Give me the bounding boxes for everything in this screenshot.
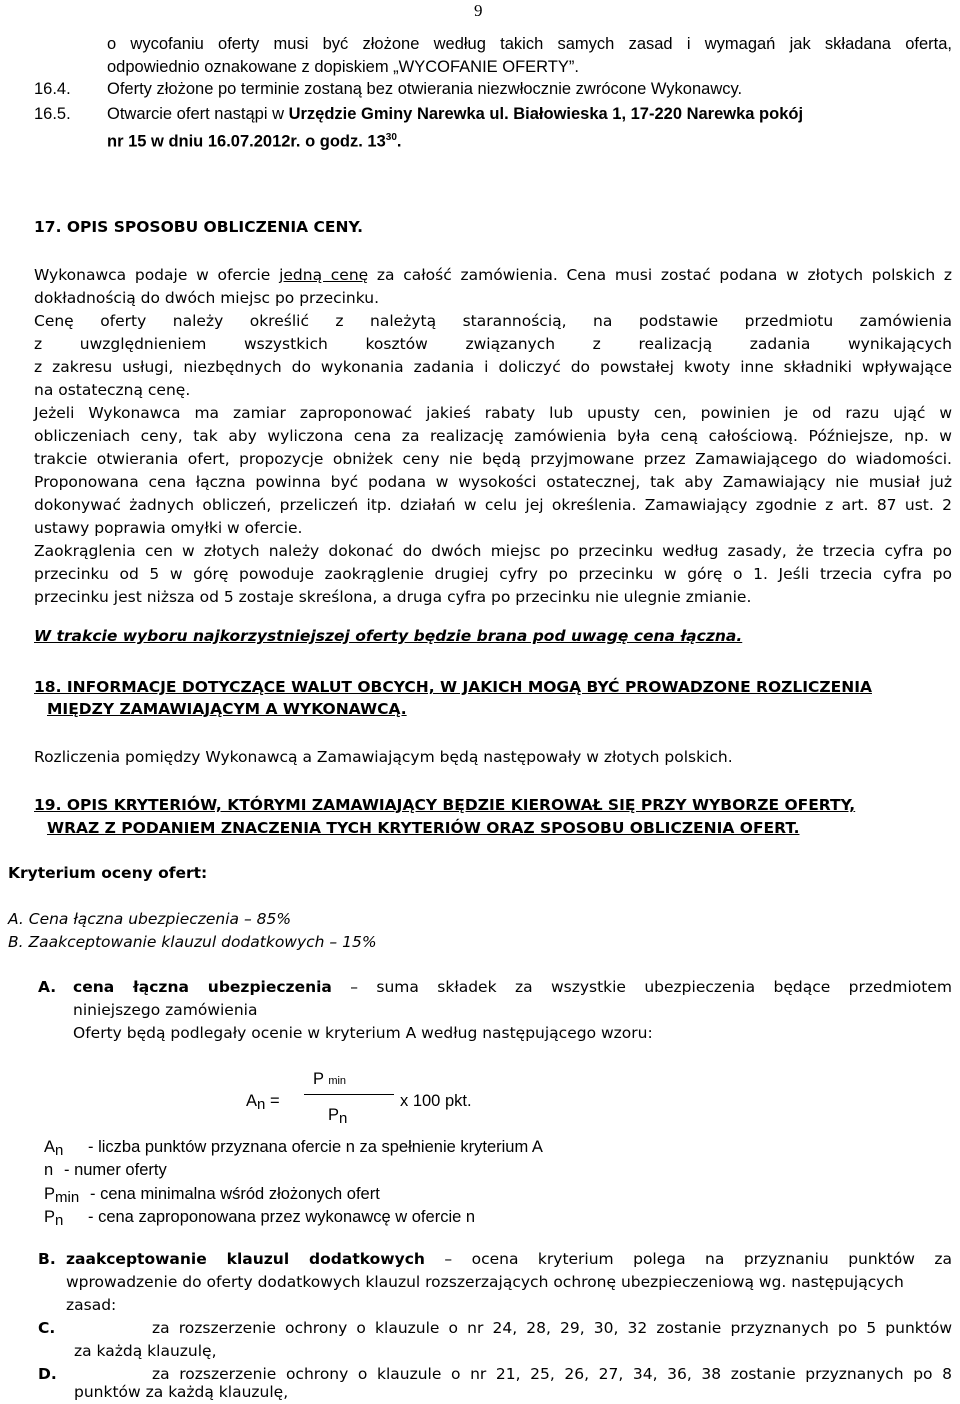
item-16-5-line-2 bbox=[107, 127, 402, 153]
legend-an-text: - liczba punktów przyznana ofercie n za spełnienie kryterium A bbox=[88, 1138, 543, 1156]
rule-d-line-1: za rozszerzenie ochrony o klauzule o nr 21, 25, 26, 27, 34, 36, 38 zostanie przyznanych po 8 bbox=[152, 1365, 952, 1383]
s17-p1-one-price: jedną cenę bbox=[279, 266, 369, 284]
rule-d-line-2: punktów za każdą klauzulę, bbox=[74, 1383, 289, 1401]
section-18-heading-line-2: MIĘDZY ZAMAWIAJĄCYM A WYKONAWCĄ. bbox=[47, 700, 407, 718]
formula-num-p: P bbox=[313, 1070, 324, 1088]
legend-pmin-symbol: P bbox=[44, 1185, 56, 1203]
section-19-heading-line-1: 19. OPIS KRYTERIÓW, KTÓRYMI ZAMAWIAJĄCY BĘDZIE KIEROWAŁ SIĘ PRZY WYBORZE OFERTY, bbox=[34, 796, 856, 814]
section-19-heading-line-2: WRAZ Z PODANIEM ZNACZENIA TYCH KRYTERIÓW ORAZ SPOSOBU OBLICZENIA OFERT. bbox=[47, 819, 800, 837]
formula-lhs bbox=[246, 1090, 280, 1113]
item-16-5-intro: Otwarcie ofert nastąpi w bbox=[107, 105, 289, 123]
formula-numerator bbox=[313, 1068, 346, 1092]
rule-c-letter: C. bbox=[38, 1319, 56, 1337]
s17-p3-line-3: trakcie otwierania ofert, propozycje obniżek ceny nie będą przyjmowane przez Zamawiającego do wiadomości. bbox=[34, 450, 952, 468]
sb-desc-2: wprowadzenie do oferty dodatkowych klauzul rozszerzających ochronę ubezpieczeniową wg. następujących bbox=[66, 1273, 904, 1291]
item-16-4-number: 16.4. bbox=[34, 80, 71, 98]
rule-c-line-2: za każdą klauzulę, bbox=[74, 1342, 217, 1360]
legend-item-pn bbox=[44, 1206, 476, 1229]
s17-p3-line-1: Jeżeli Wykonawca ma zamiar zaproponować jakieś rabaty lub upusty cen, powinien je od razu ująć w bbox=[34, 404, 952, 422]
item-16-5-dot: . bbox=[396, 132, 402, 151]
legend-pn-text: - cena zaproponowana przez wykonawcę w ofercie n bbox=[88, 1208, 476, 1226]
legend-n-symbol: n bbox=[44, 1161, 54, 1179]
legend-item-an bbox=[44, 1136, 543, 1159]
s17-important-note: W trakcie wyboru najkorzystniejszej oferty będzie brana pod uwagę cena łączna. bbox=[34, 627, 743, 645]
sb-line-1 bbox=[66, 1248, 952, 1270]
formula-equals: = bbox=[269, 1092, 280, 1110]
item-16-5-line-1 bbox=[107, 103, 803, 125]
formula-fraction-line bbox=[304, 1094, 394, 1095]
criteria-label: Kryterium oceny ofert: bbox=[8, 864, 208, 882]
sb-desc-3: zasad: bbox=[66, 1296, 117, 1314]
s17-p5-line-1: Zaokrąglenia cen w złotych należy dokonać do dwóch miejsc po przecinku według zasady, że trzecia cyfra po bbox=[34, 542, 952, 560]
s17-p2-line-1: Cenę oferty należy określić z należytą starannością, na podstawie przedmiotu zamówienia bbox=[34, 312, 952, 330]
sa-dash: – bbox=[350, 978, 359, 996]
page-number: 9 bbox=[474, 1, 483, 20]
s17-p1-line-2: dokładnością do dwóch miejsc po przecinku. bbox=[34, 289, 380, 307]
sb-title: zaakceptowanie klauzul dodatkowych bbox=[66, 1250, 425, 1268]
s17-p2-line-2: z uwzględnieniem wszystkich kosztów związanych z realizacją zadania wynikających bbox=[34, 335, 952, 353]
s17-p5-line-3: przecinku jest niższa od 5 zostaje skreślona, a druga cyfra po przecinku nie ulegnie zmianie. bbox=[34, 588, 752, 606]
sa-desc-2: niniejszego zamówienia bbox=[73, 1001, 258, 1019]
legend-pn-symbol: P bbox=[44, 1208, 56, 1226]
sa-title: cena łączna ubezpieczenia bbox=[73, 978, 332, 996]
withdrawal-text-line-1: o wycofaniu oferty musi być złożone według takich samych zasad i wymagań jak składana oferta, bbox=[107, 35, 952, 53]
criterion-b: B. Zaakceptowanie klauzul dodatkowych – 15% bbox=[8, 933, 377, 951]
legend-pmin-text: - cena minimalna wśród złożonych ofert bbox=[90, 1185, 380, 1203]
legend-pmin-sub: min bbox=[55, 1189, 80, 1206]
s17-p1-start: Wykonawca podaje w ofercie bbox=[34, 266, 280, 284]
legend-n-text: - numer oferty bbox=[64, 1161, 167, 1179]
formula-multiplier: x 100 pkt. bbox=[400, 1092, 472, 1110]
item-16-5-date: nr 15 w dniu 16.07.2012r. o godz. 13 bbox=[107, 132, 386, 151]
sa-line-1 bbox=[73, 976, 952, 998]
formula-num-sub: min bbox=[328, 1075, 347, 1087]
s17-p4-line-2: dokonywać żadnych obliczeń, przeliczeń itp. działań w celu jej określenia. Zamawiający zgodnie z art. 87 ust. 2 bbox=[34, 496, 952, 514]
formula-lhs-a: A bbox=[246, 1092, 258, 1110]
rule-d-letter: D. bbox=[38, 1365, 57, 1383]
sa-desc-1: suma składek za wszystkie ubezpieczenia będące przedmiotem bbox=[376, 978, 953, 996]
formula-lhs-sub: n bbox=[257, 1096, 266, 1113]
sb-dash: – bbox=[444, 1250, 453, 1268]
section-18-text: Rozliczenia pomiędzy Wykonawcą a Zamawiającym będą następowały w złotych polskich. bbox=[34, 748, 733, 766]
sa-desc-3: Oferty będą podlegały ocenie w kryterium A według następującego wzoru: bbox=[73, 1024, 653, 1042]
item-16-4-text: Oferty złożone po terminie zostaną bez otwierania niezwłocznie zwrócone Wykonawcy. bbox=[107, 80, 743, 98]
sa-letter: A. bbox=[38, 978, 57, 996]
legend-an-sub: n bbox=[55, 1142, 64, 1159]
rule-c-line-1: za rozszerzenie ochrony o klauzule o nr 24, 28, 29, 30, 32 zostanie przyznanych po 5 punktów bbox=[152, 1319, 952, 1337]
legend-pn-sub: n bbox=[55, 1212, 64, 1229]
section-17-heading: 17. OPIS SPOSOBU OBLICZENIA CENY. bbox=[34, 218, 364, 236]
criterion-a: A. Cena łączna ubezpieczenia – 85% bbox=[8, 910, 292, 928]
s17-p4-line-3: ustawy poprawia omyłki w ofercie. bbox=[34, 519, 303, 537]
s17-p2-line-4: na ostateczną cenę. bbox=[34, 381, 191, 399]
item-16-5-minutes: 30 bbox=[385, 132, 397, 143]
sb-letter: B. bbox=[38, 1250, 56, 1268]
s17-p1-line-1 bbox=[34, 264, 952, 286]
s17-p3-line-2: obliczeniach ceny, tak aby wyliczona cena za realizację zamówienia była ceną całościową. Późniejsze, np. w bbox=[34, 427, 952, 445]
sb-desc-1: ocena kryterium polega na przyznaniu punktów za bbox=[471, 1250, 952, 1268]
formula-denominator bbox=[328, 1104, 347, 1127]
section-18-heading-line-1: 18. INFORMACJE DOTYCZĄCE WALUT OBCYCH, W JAKICH MOGĄ BYĆ PROWADZONE ROZLICZENIA bbox=[34, 678, 872, 696]
legend-item-n bbox=[44, 1159, 167, 1181]
formula-den-sub: n bbox=[339, 1110, 348, 1127]
s17-p2-line-3: z zakresu usługi, niezbędnych do wykonania zadania i doliczyć do powstałej kwoty inne składniki wpływające bbox=[34, 358, 952, 376]
s17-p5-line-2: przecinku od 5 w górę powoduje zaokrąglenie drugiej cyfry po przecinku w górę o 1. Jeśli trzecia cyfra po bbox=[34, 565, 952, 583]
item-16-5-location: Urzędzie Gminy Narewka ul. Białowieska 1, 17-220 Narewka pokój bbox=[288, 105, 804, 123]
s17-p1-end: za całość zamówienia. Cena musi zostać podana w złotych polskich z bbox=[368, 266, 952, 284]
withdrawal-text-line-2: odpowiednio oznakowane z dopiskiem „WYCOFANIE OFERTY”. bbox=[107, 58, 579, 76]
formula-den-p: P bbox=[328, 1106, 340, 1124]
item-16-5-number: 16.5. bbox=[34, 105, 71, 123]
legend-an-symbol: A bbox=[44, 1138, 56, 1156]
legend-item-pmin bbox=[44, 1183, 380, 1206]
s17-p4-line-1: Proponowana cena łączna powinna być podana w wysokości ostatecznej, tak aby Zamawiający nie musiał już bbox=[34, 473, 952, 491]
